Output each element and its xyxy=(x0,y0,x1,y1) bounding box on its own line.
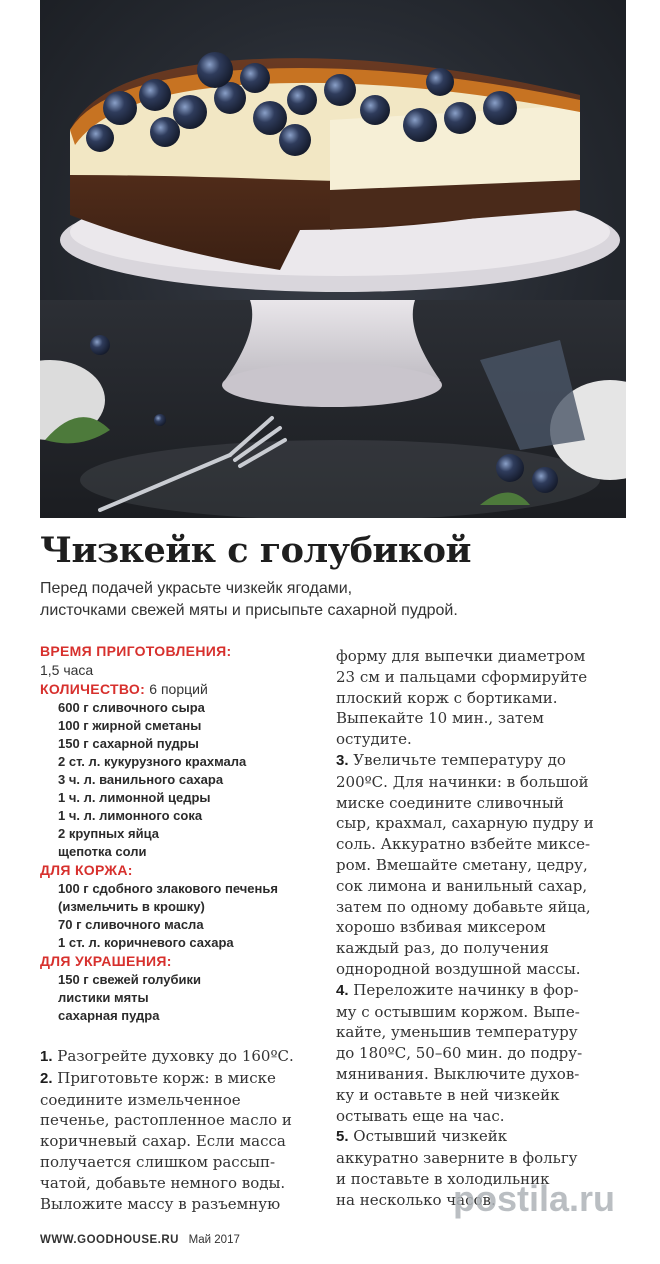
servings-value: 6 порций xyxy=(149,681,208,697)
ingredient-item: щепотка соли xyxy=(58,844,147,859)
step-text: остывать еще на час. xyxy=(336,1106,505,1125)
ingredient-item: сахарная пудра xyxy=(58,1008,160,1023)
step-number: 3. xyxy=(336,751,349,769)
step-text: форму для выпечки диаметром xyxy=(336,647,586,665)
step-line xyxy=(336,646,626,667)
step-line xyxy=(40,1131,330,1152)
step-number: 5. xyxy=(336,1128,349,1146)
step-text: чатой, добавьте немного воды. xyxy=(40,1173,286,1192)
step-text: получается слишком рассып- xyxy=(40,1152,276,1171)
step-text: му с остывшим коржом. Выпе- xyxy=(336,1002,580,1021)
step-text: затем по одному добавьте яйца, xyxy=(336,897,591,916)
servings-row xyxy=(40,680,330,699)
step-text: Остывший чизкейк xyxy=(353,1127,508,1146)
step-text: 200ºС. Для начинки: в большой xyxy=(336,772,589,791)
step-line xyxy=(336,1106,626,1127)
step-line xyxy=(40,1194,330,1215)
step-line xyxy=(336,917,626,938)
step-text: плоский корж с бортиками. xyxy=(336,688,558,707)
watermark-logo: postila.ru xyxy=(453,1178,616,1219)
ingredient-item: 70 г сливочного масла xyxy=(58,917,204,932)
step-text: каждый раз, до получения xyxy=(336,939,549,958)
step-line xyxy=(336,980,626,1002)
ingredient-item: 600 г сливочного сыра xyxy=(58,700,205,715)
step-text: соедините измельченное xyxy=(40,1090,241,1109)
step-number: 4. xyxy=(336,981,349,999)
footer-site: WWW.GOODHOUSE.RU xyxy=(40,1234,179,1246)
step-line xyxy=(336,793,626,814)
step-text: соль. Аккуратно взбейте миксе- xyxy=(336,835,591,854)
step-text: остудите. xyxy=(336,730,412,749)
ingredients-main-list xyxy=(40,699,330,861)
step-line xyxy=(40,1110,330,1131)
step-text: сыр, крахмал, сахарную пудру и xyxy=(336,814,594,833)
step-line xyxy=(40,1068,330,1090)
ingredient-item: 2 крупных яйца xyxy=(58,826,159,841)
step-line xyxy=(336,688,626,709)
step-line xyxy=(336,708,626,729)
step-line xyxy=(336,959,626,980)
decoration-list xyxy=(40,971,330,1025)
ingredient-item: 3 ч. л. ванильного сахара xyxy=(58,772,224,787)
step-number: 2. xyxy=(40,1069,53,1087)
step-line xyxy=(336,876,626,897)
step-line xyxy=(40,1046,330,1068)
steps-left-column xyxy=(40,1046,330,1214)
ingredient-item: 150 г сахарной пудры xyxy=(58,736,199,751)
step-line xyxy=(336,1148,626,1169)
step-text: ром. Вмешайте сметану, цедру, xyxy=(336,855,588,874)
ingredient-item: 2 ст. л. кукурузного крахмала xyxy=(58,754,247,769)
step-text: кайте, уменьшив температуру xyxy=(336,1023,578,1042)
step-line xyxy=(336,813,626,834)
step-line xyxy=(336,1126,626,1148)
step-text: Приготовьте корж: в миске xyxy=(57,1068,276,1087)
crust-list xyxy=(40,880,330,952)
cheesecake-photo xyxy=(40,0,626,518)
step-text: печенье, растопленное масло и xyxy=(40,1111,292,1130)
ingredient-item: 100 г сдобного злакового печенья xyxy=(58,881,278,896)
step-line xyxy=(40,1173,330,1194)
step-text: аккуратно заверните в фольгу xyxy=(336,1149,578,1168)
cheesecake-illustration xyxy=(40,0,626,518)
step-line xyxy=(336,750,626,772)
step-line xyxy=(336,667,626,688)
cook-time-label: ВРЕМЯ ПРИГОТОВЛЕНИЯ: xyxy=(40,643,232,659)
step-line xyxy=(40,1152,330,1173)
step-text: сок лимона и ванильный сахар, xyxy=(336,876,588,895)
step-line xyxy=(336,1043,626,1064)
step-text: Разогрейте духовку до 160ºС. xyxy=(57,1047,294,1065)
step-line xyxy=(336,1002,626,1023)
step-text: мянивания. Выключите духов- xyxy=(336,1064,580,1083)
step-line xyxy=(336,1022,626,1043)
footer-issue: Май 2017 xyxy=(188,1234,240,1246)
ingredient-item: 1 ч. л. лимонного сока xyxy=(58,808,203,823)
ingredients-column xyxy=(40,642,330,1025)
step-text: миске соедините сливочный xyxy=(336,793,564,812)
subtitle-line: Перед подачей украсьте чизкейк ягодами, xyxy=(40,580,353,597)
step-text: Выпекайте 10 мин., затем xyxy=(336,709,544,728)
crust-label: ДЛЯ КОРЖА: xyxy=(40,862,133,878)
step-line xyxy=(336,897,626,918)
step-text: на несколько часов. xyxy=(336,1190,496,1209)
step-text: Увеличьте температуру до xyxy=(353,750,566,769)
ingredient-item: (измельчить в крошку) xyxy=(58,899,205,914)
ingredient-item: 100 г жирной сметаны xyxy=(58,718,202,733)
recipe-subtitle xyxy=(40,578,630,622)
step-text: и поставьте в холодильник xyxy=(336,1169,550,1188)
cook-time-value: 1,5 часа xyxy=(40,662,94,678)
ingredient-item: 150 г свежей голубики xyxy=(58,972,202,987)
step-line xyxy=(336,855,626,876)
step-line xyxy=(336,834,626,855)
ingredient-item: листики мяты xyxy=(58,990,149,1005)
step-line xyxy=(336,729,626,750)
step-text: коричневый сахар. Если масса xyxy=(40,1132,286,1151)
step-text: ку и оставьте в ней чизкейк xyxy=(336,1085,560,1104)
step-line xyxy=(336,938,626,959)
step-line xyxy=(336,772,626,793)
step-text: Переложите начинку в фор- xyxy=(353,980,579,999)
recipe-title: Чизкейк с голубикой xyxy=(40,530,471,571)
servings-label: КОЛИЧЕСТВО: xyxy=(40,681,146,697)
step-line xyxy=(336,1085,626,1106)
ingredient-item: 1 ст. л. коричневого сахара xyxy=(58,935,234,950)
step-number: 1. xyxy=(40,1048,53,1065)
ingredient-item: 1 ч. л. лимонной цедры xyxy=(58,790,211,805)
step-line xyxy=(40,1090,330,1111)
step-text: до 180ºС, 50–60 мин. до подру- xyxy=(336,1044,583,1063)
step-text: 23 см и пальцами сформируйте xyxy=(336,667,588,686)
step-line xyxy=(336,1064,626,1085)
subtitle-line: листочками свежей мяты и присыпьте сахарной пудрой. xyxy=(40,602,458,619)
decoration-label: ДЛЯ УКРАШЕНИЯ: xyxy=(40,953,172,969)
footer xyxy=(40,1234,240,1246)
step-text: Выложите массу в разъемную xyxy=(40,1194,281,1213)
step-text: хорошо взбивая миксером xyxy=(336,918,546,937)
steps-right-column xyxy=(336,646,626,1211)
step-text: однородной воздушной массы. xyxy=(336,959,581,978)
